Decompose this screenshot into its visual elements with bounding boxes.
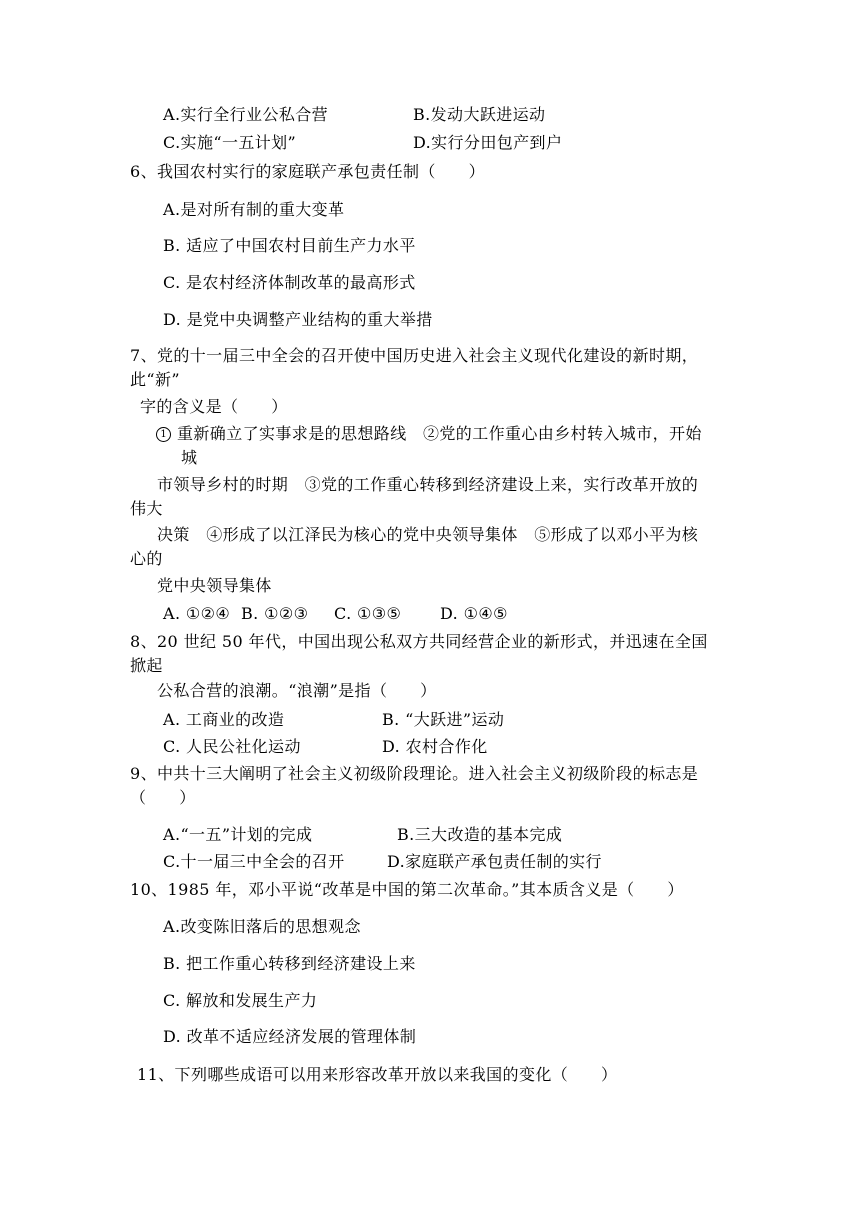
q6-stem: 6、我国农村实行的家庭联产承包责任制（ ） (130, 162, 485, 181)
q7-option-d: D. ①④⑤ (440, 604, 508, 623)
q5-option-c: C.实施“一五计划” (163, 133, 297, 152)
q8-stem-line2: 掀起 (130, 656, 163, 675)
q9-stem-line1: 9、中共十三大阐明了社会主义初级阶段理论。进入社会主义初级阶段的标志是 (130, 764, 699, 783)
q8-option-b: B. “大跃进”运动 (382, 710, 505, 729)
q11-stem: 11、下列哪些成语可以用来形容改革开放以来我国的变化（ ） (137, 1065, 618, 1084)
q6-option-c: C. 是农村经济体制改革的最高形式 (163, 273, 416, 292)
q7-line4-wrap: 心的 (130, 549, 163, 568)
q8-option-a: A. 工商业的改造 (163, 710, 285, 729)
q7-line4: 决策 ④形成了以江泽民为核心的党中央领导集体 ⑤形成了以邓小平为核 (157, 525, 699, 544)
q10-option-b: B. 把工作重心转移到经济建设上来 (163, 954, 416, 973)
q7-stem-line2: 此“新” (130, 370, 180, 389)
q7-option-c: C. ①③⑤ (334, 604, 402, 623)
q9-option-b: B.三大改造的基本完成 (397, 825, 563, 844)
q6-option-b: B. 适应了中国农村目前生产力水平 (163, 236, 416, 255)
q7-line3: 市领导乡村的时期 ③党的工作重心转移到经济建设上来，实行改革开放的 (157, 475, 699, 494)
q10-stem: 10、1985 年，邓小平说“改革是中国的第二次革命。”其本质含义是（ ） (130, 880, 684, 899)
q10-option-c: C. 解放和发展生产力 (163, 991, 318, 1010)
q8-option-c: C. 人民公社化运动 (163, 737, 301, 756)
q8-stem-line1: 8、20 世纪 50 年代，中国出现公私双方共同经营企业的新形式，并迅速在全国 (130, 632, 708, 651)
q5-option-a: A.实行全行业公私合营 (163, 105, 329, 124)
q8-option-d: D. 农村合作化 (382, 737, 488, 756)
q5-option-b: B.发动大跃进运动 (413, 105, 546, 124)
q9-option-d: D.家庭联产承包责任制的实行 (387, 852, 602, 871)
q9-stem-line2: （ ） (130, 788, 196, 807)
q5-option-d: D.实行分田包产到户 (413, 133, 563, 152)
q7-line5: 党中央领导集体 (157, 576, 272, 595)
q10-option-a: A.改变陈旧落后的思想观念 (163, 917, 361, 936)
q7-stem-line1: 7、党的十一届三中全会的召开使中国历史进入社会主义现代化建设的新时期， (130, 346, 699, 365)
q8-stem-line3: 公私合营的浪潮。“浪潮”是指（ ） (157, 681, 437, 700)
q7-option-a: A. ①②④ (163, 604, 231, 623)
q6-option-d: D. 是党中央调整产业结构的重大举措 (163, 310, 433, 329)
q7-stem-line3: 字的含义是（ ） (140, 397, 288, 416)
q9-option-c: C.十一届三中全会的召开 (163, 852, 345, 871)
q9-option-a: A.“一五”计划的完成 (163, 825, 313, 844)
q7-item1 (156, 424, 702, 444)
q7-item1-wrap: 城 (181, 448, 198, 467)
q7-option-b: B. ①②③ (241, 604, 309, 623)
q7-line3-wrap: 伟大 (130, 499, 163, 518)
q6-option-a: A.是对所有制的重大变革 (163, 200, 345, 219)
q10-option-d: D. 改革不适应经济发展的管理体制 (163, 1027, 417, 1046)
q7-item1-text: 重新确立了实事求是的思想路线 ②党的工作重心由乡村转入城市，开始 (177, 424, 702, 443)
q7-item1-number: 1 (156, 427, 171, 442)
q7-options (163, 604, 508, 624)
